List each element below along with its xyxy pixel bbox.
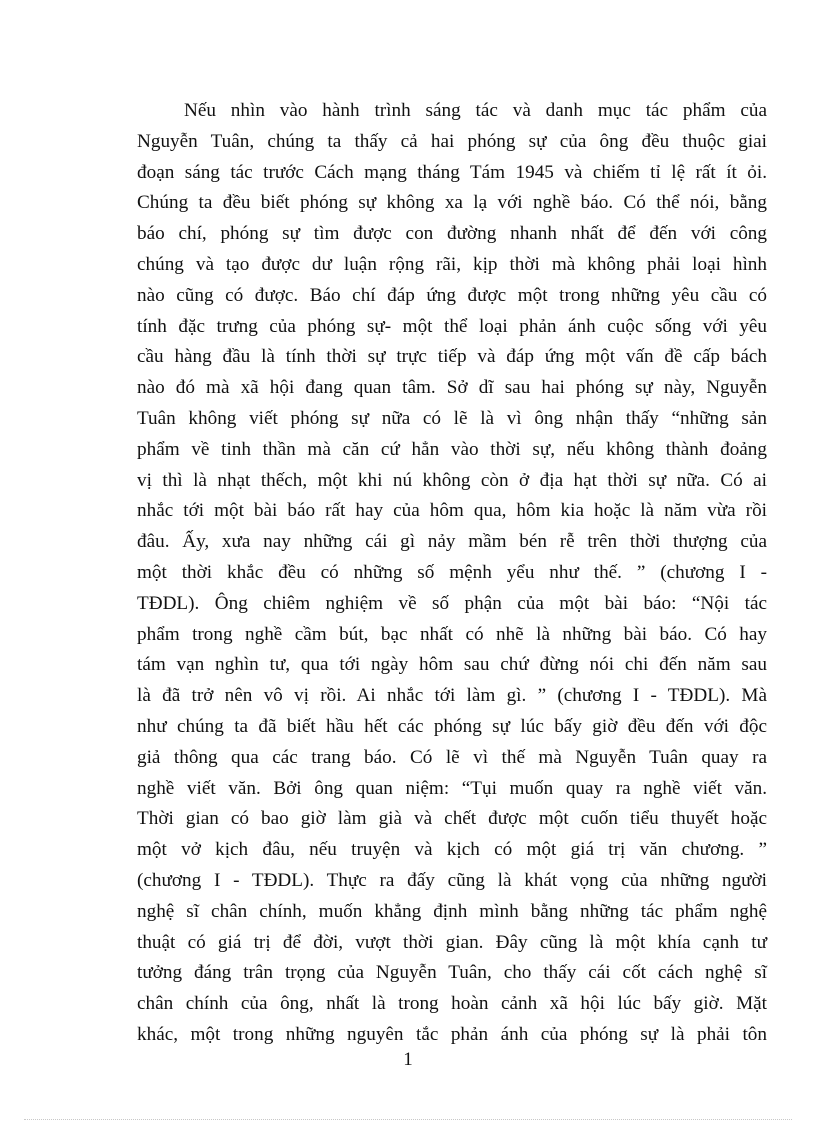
text-line: Nguyễn Tuân, chúng ta thấy cả hai phóng sự của ông đều thuộc giai bbox=[137, 130, 767, 152]
page-number: 1 bbox=[403, 1049, 413, 1070]
text-line: TĐDL). Ông chiêm nghiệm về số phận của một bài báo: “Nội tác bbox=[137, 592, 767, 614]
body-paragraph bbox=[137, 96, 767, 1051]
text-line: nghề viết văn. Bởi ông quan niệm: “Tụi muốn quay ra nghề viết văn. bbox=[137, 777, 767, 799]
text-line: Thời gian có bao giờ làm già và chết được một cuốn tiểu thuyết hoặc bbox=[137, 808, 767, 830]
text-line: tám vạn nghìn tư, qua tới ngày hôm sau chứ đừng nói chi đến năm sau bbox=[137, 654, 767, 676]
text-line: khác, một trong những nguyên tắc phản ánh của phóng sự là phải tôn bbox=[137, 1023, 767, 1045]
text-line: một thời khắc đều có những số mệnh yểu như thế. ” (chương I - bbox=[137, 561, 767, 583]
text-line: chân chính của ông, nhất là trong hoàn cảnh xã hội lúc bấy giờ. Mặt bbox=[137, 993, 767, 1015]
text-line: nghệ sĩ chân chính, muốn khẳng định mình bằng những tác phẩm nghệ bbox=[137, 900, 767, 922]
text-line: Chúng ta đều biết phóng sự không xa lạ với nghề báo. Có thể nói, bằng bbox=[137, 192, 767, 214]
text-line: nào cũng có được. Báo chí đáp ứng được một trong những yêu cầu có bbox=[137, 284, 767, 306]
text-line: (chương I - TĐDL). Thực ra đấy cũng là khát vọng của những người bbox=[137, 869, 767, 891]
text-line: giả thông qua các trang báo. Có lẽ vì thế mà Nguyễn Tuân quay ra bbox=[137, 746, 767, 768]
text-line: một vở kịch đâu, nếu truyện và kịch có một giá trị văn chương. ” bbox=[137, 839, 767, 861]
text-line: thuật có giá trị để đời, vượt thời gian. Đây cũng là một khía cạnh tư bbox=[137, 931, 767, 953]
text-line: đâu. Ấy, xưa nay những cái gì nảy mầm bén rễ trên thời thượng của bbox=[137, 531, 767, 553]
text-line: như chúng ta đã biết hầu hết các phóng sự lúc bấy giờ đều đến với độc bbox=[137, 715, 767, 737]
text-line: Tuân không viết phóng sự nữa có lẽ là vì ông nhận thấy “những sản bbox=[137, 407, 767, 429]
text-line: báo chí, phóng sự tìm được con đường nhanh nhất để đến với công bbox=[137, 223, 767, 245]
text-line: nhắc tới một bài báo rất hay của hôm qua, hôm kia hoặc là năm vừa rồi bbox=[137, 500, 767, 522]
text-line: cầu hàng đầu là tính thời sự trực tiếp và đáp ứng một vấn đề cấp bách bbox=[137, 346, 767, 368]
text-line: Nếu nhìn vào hành trình sáng tác và danh mục tác phẩm của bbox=[184, 100, 767, 121]
page-bottom-border bbox=[24, 1119, 792, 1120]
text-line: tưởng đáng trân trọng của Nguyễn Tuân, cho thấy cái cốt cách nghệ sĩ bbox=[137, 962, 767, 984]
text-line: là đã trở nên vô vị rồi. Ai nhắc tới làm gì. ” (chương I - TĐDL). Mà bbox=[137, 685, 767, 707]
text-line: chúng và tạo được dư luận rộng rãi, kịp thời mà không phải loại hình bbox=[137, 253, 767, 275]
text-line: vị thì là nhạt thếch, một khi nú không còn ở địa hạt thời sự nữa. Có ai bbox=[137, 469, 767, 491]
text-line: phẩm về tinh thần mà căn cứ hẳn vào thời sự, nếu không thành đoảng bbox=[137, 438, 767, 460]
text-line: nào đó mà xã hội đang quan tâm. Sở dĩ sau hai phóng sự này, Nguyễn bbox=[137, 377, 767, 399]
text-line: đoạn sáng tác trước Cách mạng tháng Tám 1945 và chiếm tỉ lệ rất ít ỏi. bbox=[137, 161, 767, 183]
text-line: phẩm trong nghề cầm bút, bạc nhất có nhẽ là những bài báo. Có hay bbox=[137, 623, 767, 645]
text-line: tính đặc trưng của phóng sự- một thể loại phản ánh cuộc sống với yêu bbox=[137, 315, 767, 337]
